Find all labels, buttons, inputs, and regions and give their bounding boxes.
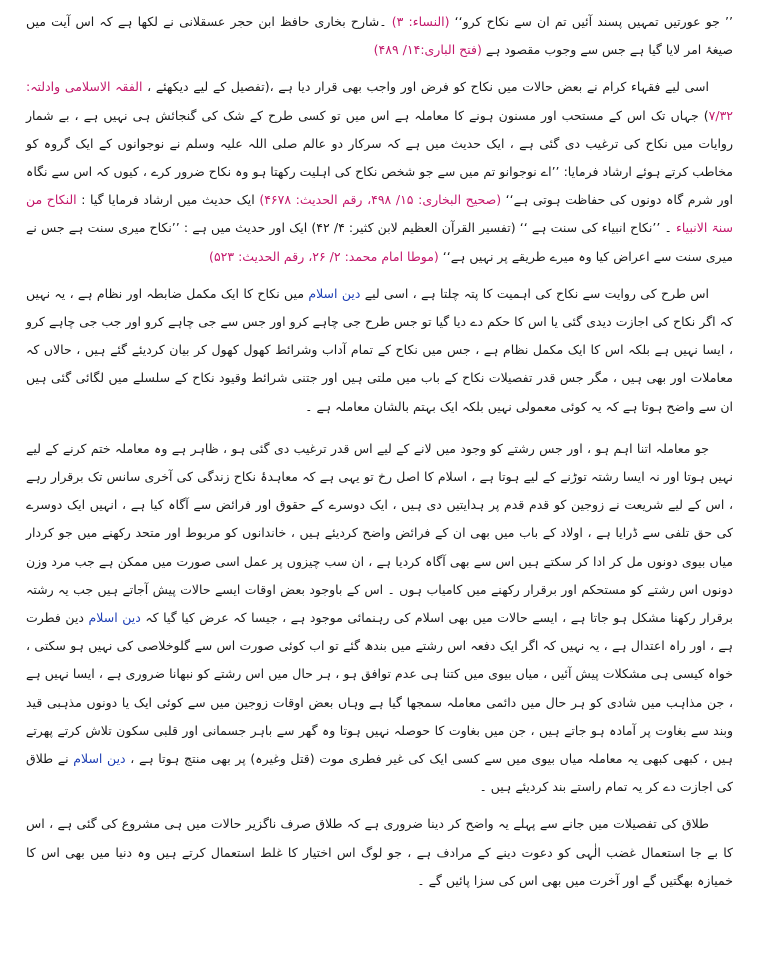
reference-citation: الفقہ الاسلامی وادلتہ: ۷/۳۲ [26, 79, 733, 123]
reference-citation: النکاح من سنۃ الانبیاء [26, 192, 734, 236]
reference-citation: (موطا امام محمد: ۲/ ۲۶، رقم الحدیث: ۵۲۳) [209, 248, 439, 264]
text-segment: دین فطرت ہے ، اور راہ اعتدال ہے ، یہ نہیں کہ اگر ایک دفعہ اس رشتے میں بندھ گئے تو اب کوئی صورت اس سے گلوخلاصی کی نہیں ہو سکتی ، خواہ کیسی ہی مشکلات پیش آئیں ، میاں بیوی میں کتنا ہی عدم توافق ہو ، ہر حال میں اس رشتے کو نبھانا ضروری ہے ، ایسا نہیں ہے ، جن مذاہب میں شادی کو ہر حال میں دائمی معاملہ سمجھا گیا ہے وہاں بعض اوقات زوجین میں سے کوئی ایک یا دونوں مذہبی قید وبند سے بغاوت پر آمادہ ہو جاتے ہیں ، جن میں بغاوت کا حوصلہ نہیں ہوتا وہ گھر سے باہر جسمانی اور قلبی سکون تلاش کرتے پھرتے ہیں ، کبھی کبھی یہ معاملہ میاں بیوی میں سے کسی ایک کی غیر فطری موت (قتل وغیرہ) پر بھی منتج ہوتا ہے ، [26, 610, 733, 767]
text-segment: ۔شارح بخاری حافظ ابن حجر عسقلانی نے لکھا ہے کہ اس آیت میں صیغۂ امر لایا گیا ہے جس سے وجوب مقصود ہے [26, 14, 733, 58]
keyword-highlight: دین اسلام [88, 610, 141, 626]
text-segment: طلاق کی تفصیلات میں جانے سے پہلے یہ واضح کر دینا ضروری ہے کہ طلاق صرف ناگزیر حالات میں ہی مشروع کی گئی ہے ، اس کا بے جا استعمال غضب الٰہی کو دعوت دینے کے مرادف ہے ، جو لوگ اس اختیار کا غلط استعمال کرتے ہیں وہ دنیا میں بھی اس کا خمیازہ بھگتیں گے اور آخرت میں بھی اس کی سزا پائیں گے ۔ [26, 816, 733, 888]
keyword-highlight: دین اسلام [308, 285, 361, 301]
text-segment: اسی لیے فقہاء کرام نے بعض حالات میں نکاح کو فرض اور واجب بھی قرار دیا ہے ،(تفصیل کے لیے دیکھئے ، [142, 79, 709, 95]
paragraph-permanence-talaq [26, 435, 733, 802]
paragraph-talaq-warning [26, 810, 733, 895]
reference-citation: (النساء: ۳) [391, 14, 450, 29]
text-segment: اس طرح کی روایت سے نکاح کی اہمیت کا پتہ چلتا ہے ، اسی لیے [360, 285, 709, 301]
text-segment: نے طلاق کی اجازت دے کر یہ تمام راستے بند کردیئے ہیں ۔ [26, 751, 733, 795]
text-segment: ’’ جو عورتیں تمہیں پسند آئیں تم ان سے نکاح کرو‘‘ [449, 14, 733, 29]
text-segment: ) جہاں تک اس کے مستحب اور مسنون ہونے کا معاملہ ہے اس میں تو کسی طرح کے شک کی گنجائش ہی نہیں ہے ، بے شمار روایات میں نکاح کی ترغیب دی گئی ہے ، ایک حدیث میں ہے کہ سرکار دو عالم صلی اللہ علیہ وسلم نے نوجوانوں کے ایک گروہ کو مخاطب کرتے ہوئے ارشاد فرمایا: ’’اے نوجوانو تم میں سے جو شخص نکاح کی اہلیت رکھتا ہو وہ نکاح ضرور کرے ، کیوں کہ اس سے نگاہ اور شرم گاہ دونوں کی حفاظت ہوتی ہے‘‘ [26, 107, 734, 208]
reference-citation: (صحیح البخاری: ۱۵/ ۴۹۸، رقم الحدیث: ۴۶۷۸) [259, 192, 502, 208]
text-segment: ایک حدیث میں ارشاد فرمایا گیا : [76, 192, 260, 208]
text-segment: ۔ ’’نکاح انبیاء کی سنت ہے ‘‘ (تفسیر القرآن العظیم لابن کثیر: ۴/ ۴۲) ایک اور حدیث میں ہے : ’’نکاح میری سنت ہے جس نے میری سنت سے اعراض کیا وہ میرے طریقے پر نہیں ہے‘‘ [26, 220, 733, 264]
keyword-highlight: دین اسلام [73, 751, 126, 767]
paragraph-quran-reference [26, 8, 733, 64]
reference-citation: (فتح الباری:۱۴/ ۴۸۹) [373, 42, 482, 58]
paragraph-hadith-nikah [26, 73, 733, 270]
paragraph-nikah-system [26, 280, 733, 421]
text-segment: جو معاملہ اتنا اہم ہو ، اور جس رشتے کو وجود میں لانے کے لیے اس قدر ترغیب دی گئی ہو ، ظاہر ہے وہ معاملہ ختم کرنے کے لیے نہیں ہوتا اور نہ ایسا رشتہ توڑنے کے لیے ہوتا ہے ، اسلام کا اصل رخ تو یہی ہے کہ معاہدۂ نکاح زندگی کی آخری سانس تک برقرار رہے ، اس کے لیے شریعت نے زوجین کو قدم قدم پر ہدایتیں دی ہیں ، ایک دوسرے کے حقوق اور فرائض سے آگاہ کیا ہے ، انہیں ایک دوسرے کی حق تلفی سے ڈرایا ہے ، اولاد کے باب میں بھی ان کے فرائض واضح کردیئے ہیں ، خاندانوں کو مربوط اور متحد رکھنے میں جو کردار میاں بیوی دونوں مل کر ادا کر سکتے ہیں اس سے بھی آگاہ کردیا ہے ، ان سب چیزوں پر عمل اسی صورت میں ممکن ہے جب مرد وزن دونوں اس رشتے کو مستحکم اور برقرار رکھنے میں کامیاب ہوں ۔ اس کے باوجود بعض اوقات ایسے حالات پیش آجاتے ہیں جب یہ رشتہ برقرار رکھنا مشکل ہو جاتا ہے ، ایسے حالات میں بھی اسلام کی رہنمائی موجود ہے ، جیسا کہ عرض کیا گیا کہ [26, 440, 734, 626]
text-segment: میں نکاح کا ایک مکمل ضابطہ اور نظام ہے ، یہ نہیں کہ اگر نکاح کی اجازت دیدی گئی یا اس کا حکم دے دیا گیا تو جس طرح جی چاہے کرو اور جس سے جی چاہے کرو اور جب جی چاہے کرو ، ایسا نہیں ہے بلکہ اس کا ایک مکمل نظام ہے ، جس میں نکاح کے تمام آداب وشرائط کھول کھول کر بیان کردیئے گئے ہیں ، حالاں کہ معاملات اور بھی ہیں ، مگر جس قدر تفصیلات نکاح کے باب میں ملتی ہیں اور جتنی شرائط وقیود نکاح کے سلسلے میں لگائی گئی ہیں ان سے واضح ہوتا ہے کہ یہ کوئی معمولی نہیں بلکہ ایک بہتم بالشان معاملہ ہے ۔ [26, 285, 733, 414]
